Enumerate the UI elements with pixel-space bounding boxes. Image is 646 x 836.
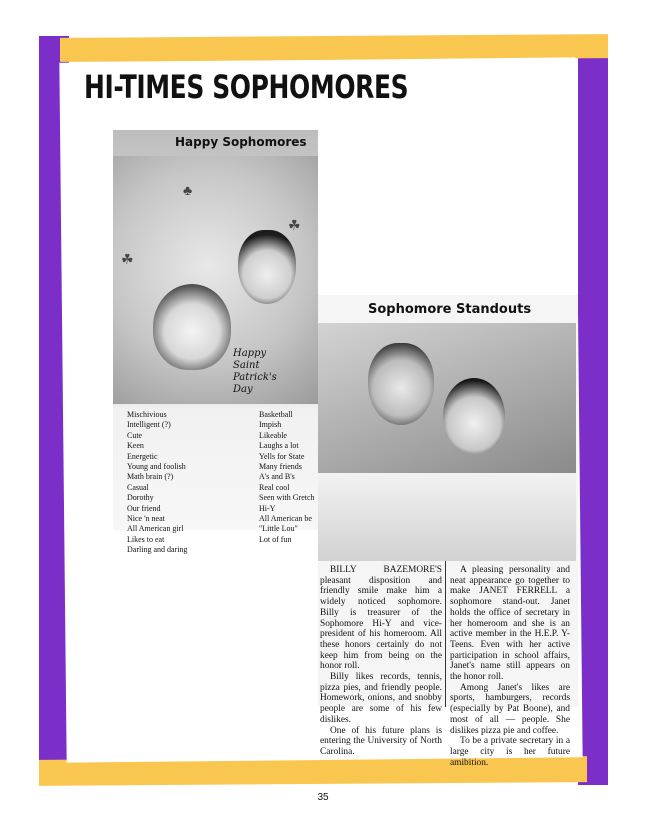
paragraph: BILLY BAZEMORE'S pleasant disposition and friendly smile make him a widely noticed sophomore. Billy is treasurer of the Sophomore Hi-Y and vice-president of his homeroom. All these honors certainly do not keep him from being on the honor roll. bbox=[320, 565, 442, 672]
list-item: Basketball bbox=[259, 410, 293, 419]
irish-line: Saint bbox=[233, 360, 260, 371]
list-item: All American be bbox=[259, 513, 312, 523]
list-item: Many friends bbox=[259, 461, 302, 471]
article-column-left bbox=[320, 565, 442, 758]
list-item: Yells for State bbox=[259, 451, 305, 461]
irish-line: Patrick's bbox=[233, 372, 277, 383]
irish-line: Happy bbox=[233, 348, 267, 359]
page-title: HI-TIMES SOPHOMORES bbox=[84, 68, 409, 106]
clipping-header: Sophomore Standouts bbox=[368, 302, 532, 317]
list-item: Darling and daring bbox=[127, 545, 188, 555]
list-item: Cute bbox=[127, 430, 143, 440]
page-number: 35 bbox=[317, 792, 329, 803]
shamrock-icon: ☘ bbox=[288, 219, 301, 234]
sophomores-photo bbox=[113, 156, 318, 404]
list-item: Real cool bbox=[259, 482, 290, 492]
list-item: Laughs a lot bbox=[259, 441, 299, 451]
list-item: Impish bbox=[259, 420, 282, 430]
column-divider bbox=[445, 561, 446, 707]
standouts-photo bbox=[318, 323, 576, 561]
list-item: Hi-Y bbox=[259, 503, 276, 513]
shamrock-icon: ☘ bbox=[121, 253, 134, 268]
traits-list-right bbox=[259, 410, 315, 545]
list-item: Math brain (?) bbox=[127, 472, 174, 482]
paragraph: A pleasing personality and neat appearance go together to make JANET FERRELL a sophomore stand-out. Janet holds the office of secretary in her homeroom and she is an active member in the H.E.P. Y-Teens. Even with her active participation in school affairs, Janet's name still appears on the honor roll. bbox=[450, 565, 570, 683]
boy-portrait bbox=[238, 230, 296, 304]
paragraph: One of his future plans is entering the University of North Carolina. bbox=[320, 725, 442, 757]
list-item: Young and foolish bbox=[127, 461, 186, 471]
paragraph: Billy likes records, tennis, pizza pies, and friendly people. Homework, onions, and snobby people are some of his few dislikes. bbox=[320, 672, 442, 725]
list-item: "Little Lou" bbox=[259, 524, 298, 534]
list-item: Intelligent (?) bbox=[127, 420, 171, 430]
boy-portrait bbox=[368, 343, 434, 425]
clipping-sophomore-standouts bbox=[318, 295, 578, 768]
purple-border-right bbox=[578, 40, 608, 785]
list-item: All American girl bbox=[127, 524, 184, 534]
irish-greeting bbox=[233, 348, 277, 396]
list-item: Nice 'n neat bbox=[127, 513, 165, 523]
traits-list-left bbox=[127, 410, 187, 555]
paragraph: Among Janet's likes are sports, hamburgers, records (especially by Pat Boone), and most of all — people. She dislikes pizza pie and coffee. bbox=[450, 682, 570, 736]
girl-portrait bbox=[153, 284, 231, 370]
list-item: Dorothy bbox=[127, 493, 154, 503]
list-item: Our friend bbox=[127, 503, 161, 513]
list-item: Keen bbox=[127, 441, 144, 451]
irish-line: Day bbox=[233, 384, 253, 395]
list-item: Lot of fun bbox=[259, 534, 292, 544]
desk bbox=[318, 473, 576, 561]
article-column-right bbox=[450, 565, 570, 768]
list-item: Casual bbox=[127, 482, 149, 492]
list-item: A's and B's bbox=[259, 472, 295, 482]
girl-portrait bbox=[443, 378, 505, 454]
clipping-happy-sophomores bbox=[113, 130, 318, 555]
paragraph: To be a private secretary in a large city is her future amibition. bbox=[450, 736, 570, 768]
list-item: Likes to eat bbox=[127, 534, 165, 544]
list-item: Likeable bbox=[259, 430, 287, 440]
leprechaun-icon: ♣ bbox=[183, 184, 193, 199]
clipping-header: Happy Sophomores bbox=[175, 135, 307, 149]
list-item: Seen with Gretch bbox=[259, 493, 315, 503]
list-item: Energetic bbox=[127, 451, 158, 461]
list-item: Mischivious bbox=[127, 410, 167, 419]
